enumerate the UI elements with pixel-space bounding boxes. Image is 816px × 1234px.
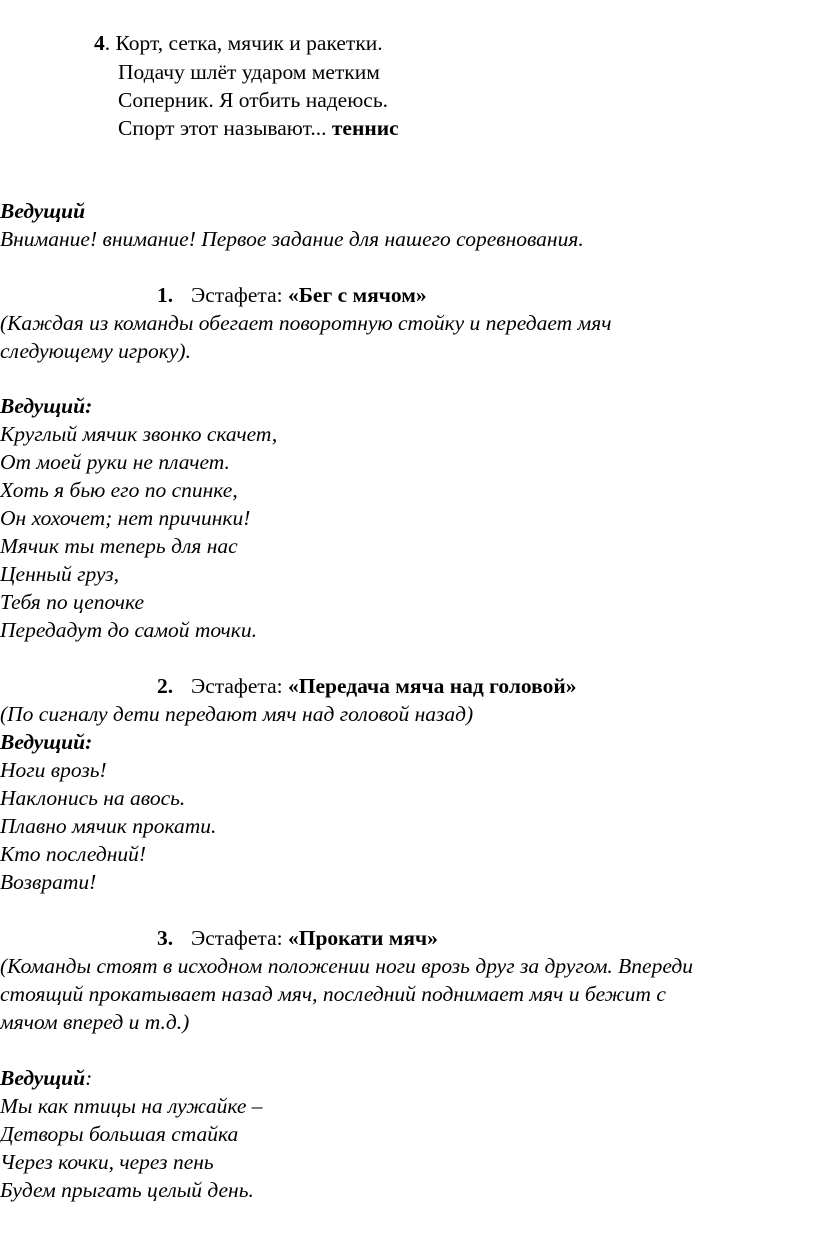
poem-1-line: Передадут до самой точки. — [0, 618, 257, 642]
poem-2-line: Возврати! — [0, 870, 97, 894]
poem-3-line: Мы как птицы на лужайке – — [0, 1094, 263, 1118]
relay-3-label: Эстафета: — [191, 926, 288, 950]
poem-3-line: Будем прыгать целый день. — [0, 1178, 254, 1202]
host-label-poem-3-colon: : — [85, 1066, 93, 1090]
host-label-poem-1: Ведущий: — [0, 394, 93, 418]
riddle-answer: теннис — [331, 116, 399, 140]
poem-1-line: Он хохочет; нет причинки! — [0, 506, 251, 530]
relay-3-description-2: стоящий прокатывает назад мяч, последний поднимает мяч и бежит с — [0, 982, 666, 1006]
relay-2-description: (По сигналу дети передают мяч над головой назад) — [0, 702, 474, 726]
relay-2-heading — [157, 672, 576, 700]
poem-1-line: Мячик ты теперь для нас — [0, 534, 238, 558]
poem-2-line: Наклонись на авось. — [0, 786, 186, 810]
relay-1-number: 1. — [157, 283, 174, 307]
poem-1-line: Хоть я бью его по спинке, — [0, 478, 238, 502]
riddle-line-1 — [94, 29, 383, 57]
riddle-line-2: Подачу шлёт ударом метким — [118, 60, 380, 84]
riddle-line-4 — [118, 114, 399, 142]
relay-3-heading — [157, 924, 438, 952]
relay-3-title: «Прокати мяч» — [287, 926, 438, 950]
poem-1-line: От моей руки не плачет. — [0, 450, 230, 474]
poem-3-line: Детворы большая стайка — [0, 1122, 239, 1146]
relay-2-label: Эстафета: — [191, 674, 288, 698]
relay-1-title: «Бег с мячом» — [287, 283, 427, 307]
relay-3-number: 3. — [157, 926, 174, 950]
poem-1-line: Ценный груз, — [0, 562, 119, 586]
poem-2-line: Плавно мячик прокати. — [0, 814, 217, 838]
host-label-poem-2: Ведущий: — [0, 730, 93, 754]
host-label-poem-3 — [0, 1064, 92, 1092]
riddle-number: 4 — [94, 31, 105, 55]
riddle-text-4: Спорт этот называют... — [118, 116, 332, 140]
relay-1-description-2: следующему игроку). — [0, 339, 191, 363]
host-label-intro: Ведущий — [0, 199, 86, 223]
poem-1-line: Тебя по цепочке — [0, 590, 145, 614]
relay-3-description-3: мячом вперед и т.д.) — [0, 1010, 190, 1034]
host-label-poem-3-text: Ведущий — [0, 1066, 86, 1090]
riddle-text-1: . Корт, сетка, мячик и ракетки. — [104, 31, 383, 55]
relay-2-title: «Передача мяча над головой» — [287, 674, 577, 698]
riddle-line-3: Соперник. Я отбить надеюсь. — [118, 88, 389, 112]
poem-1-line: Круглый мячик звонко скачет, — [0, 422, 278, 446]
announcement: Внимание! внимание! Первое задание для нашего соревнования. — [0, 227, 584, 251]
poem-2-line: Кто последний! — [0, 842, 147, 866]
relay-1-description-1: (Каждая из команды обегает поворотную стойку и передает мяч — [0, 311, 612, 335]
relay-2-number: 2. — [157, 674, 174, 698]
relay-3-description-1: (Команды стоят в исходном положении ноги врозь друг за другом. Впереди — [0, 954, 693, 978]
relay-1-label: Эстафета: — [191, 283, 288, 307]
poem-3-line: Через кочки, через пень — [0, 1150, 214, 1174]
relay-1-heading — [157, 281, 427, 309]
poem-2-line: Ноги врозь! — [0, 758, 107, 782]
